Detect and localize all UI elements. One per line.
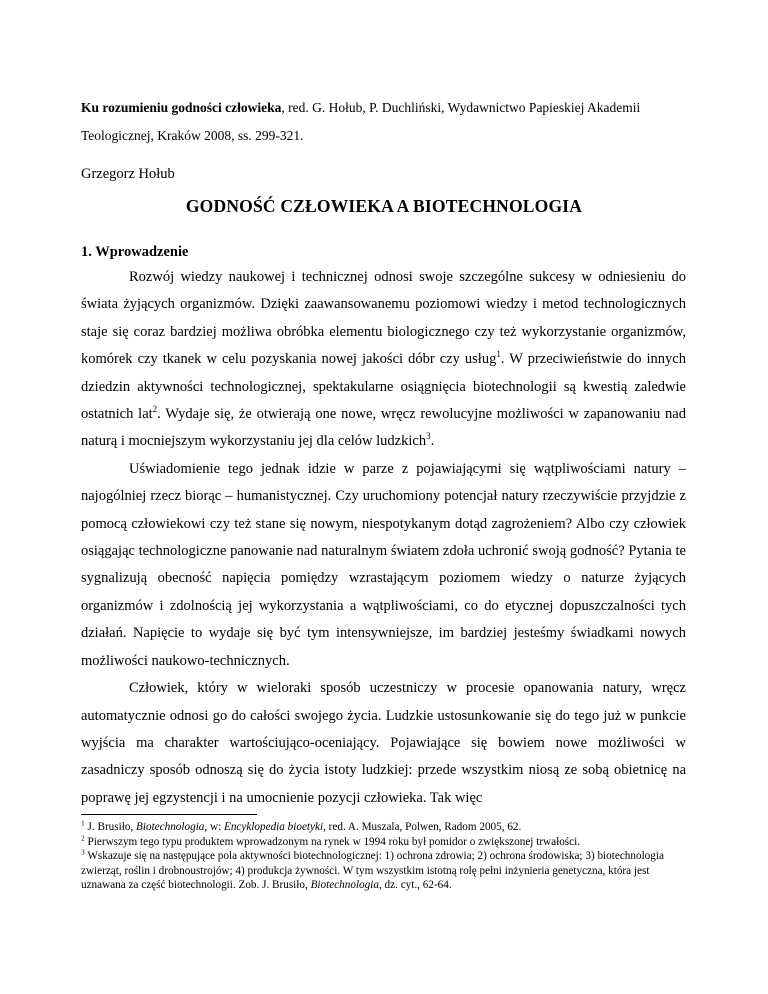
footnote-2 bbox=[81, 832, 686, 850]
paragraph-1-part-a: Rozwój wiedzy naukowej i technicznej odnosi swoje szczególne sukcesy w odniesieniu do świata żyjących organizmów. Dzięki zaawansowanemu poziomowi wiedzy i metod technologicznych staje się coraz bardziej możliwa obróbka elementu biologicznego czy też wykorzystanie organizmów, komórek czy tkanek w celu pozyskania nowej jakości dóbr czy usług bbox=[81, 269, 686, 368]
citation bbox=[81, 94, 691, 150]
footnote-3 bbox=[81, 849, 686, 893]
article-title: GODNOŚĆ CZŁOWIEKA A BIOTECHNOLOGIA bbox=[185, 196, 583, 216]
footnote-3-text: Wskazuje się na następujące pola aktywności biotechnologicznej: 1) ochrona zdrowia; 2) ochrona środowiska; 3) biotechnologia zwierząt, roślin i drobnoustrojów; 4) produkcja żywności. W tym wszystkim istotną rolę pełni inżynieria genetyczna, która jest uznawana za część biotechnologii. Zob. J. Brusiło, bbox=[81, 850, 664, 892]
author-name: Grzegorz Hołub bbox=[81, 166, 175, 182]
footnote-1 bbox=[81, 820, 686, 835]
footnote-ref-1[interactable]: 1 bbox=[496, 349, 501, 360]
paragraph-1-part-c: . Wydaje się, że otwierają one nowe, wręcz rewolucyjne możliwości w zapanowaniu nad naturą i mocniejszym wykorzystaniu jej dla celów ludzkich bbox=[81, 406, 686, 450]
footnote-3-number: 3 bbox=[81, 847, 85, 857]
section-heading: 1. Wprowadzenie bbox=[81, 244, 189, 260]
footnote-ref-3[interactable]: 3 bbox=[426, 431, 431, 442]
footnote-1-italic-2: Encyklopedia bioetyki bbox=[223, 821, 324, 833]
footnote-1-number: 1 bbox=[81, 818, 85, 828]
footnote-3-text-post: , dz. cyt., 62-64. bbox=[378, 879, 452, 892]
paragraph-1-part-d: . bbox=[430, 433, 435, 450]
paragraph-1-part-b: . W przeciwieństwie do innych dziedzin aktywności technologicznej, spektakularne osiągnięcia biotechnologii są kwestią zaledwie ostatnich lat bbox=[81, 351, 686, 423]
book-title: Ku rozumieniu godności człowieka bbox=[81, 100, 282, 115]
citation-details: , red. G. Hołub, P. Duchliński, Wydawnictwo Papieskiej Akademii Teologicznej, Kraków 2008, ss. 299-321. bbox=[81, 100, 641, 143]
footnote-1-italic-1: Biotechnologia bbox=[136, 821, 205, 833]
body-text bbox=[81, 264, 686, 812]
footnotes bbox=[81, 820, 686, 893]
paragraph-1 bbox=[81, 264, 686, 456]
footnote-2-text: Pierwszym tego typu produktem wprowadzonym na rynek w 1994 roku był pomidor o zwiększonej trwałości. bbox=[84, 835, 581, 848]
paragraph-3: Człowiek, który w wieloraki sposób uczestniczy w procesie opanowania natury, wręcz automatycznie odnosi go do całości swojego życia. Ludzkie ustosunkowanie się do tego już w punkcie wyjścia ma charakter wartościująco-oceniający. Pojawiające się bowiem nowe możliwości w zasadniczy sposób odnoszą się do życia istoty ludzkiej: przede wszystkim niosą ze sobą obietnicę na poprawę jej egzystencji i na umocnienie pozycji człowieka. Tak więc bbox=[81, 680, 686, 806]
footnote-2-number: 2 bbox=[81, 832, 85, 842]
footnote-3-italic: Biotechnologia bbox=[310, 879, 379, 892]
footnote-1-text: J. Brusiło, bbox=[84, 821, 137, 833]
footnote-1-text-mid: , w: bbox=[204, 821, 224, 833]
footnote-ref-2[interactable]: 2 bbox=[152, 404, 158, 415]
footnote-separator bbox=[81, 814, 257, 815]
paragraph-2: Uświadomienie tego jednak idzie w parze z pojawiającymi się wątpliwościami natury – najogólniej rzecz biorąc – humanistycznej. Czy uruchomiony potencjał natury rzeczywiście przyjdzie z pomocą człowiekowi czy też stane się nowym, niespotykanym dotąd zagrożeniem? Albo czy człowiek osiągając technologiczne panowanie nad naturalnym światem zdoła uchronić swoją godność? Pytania te sygnalizują obecność napięcia pomiędzy wzrastającym poziomem wiedzy o naturze żyjących organizmów i zdolnością jej wykorzystania a wątpliwościami, co do etycznej dopuszczalności tych działań. Napięcie to wydaje się być tym intensywniejsze, im bardziej jesteśmy świadkami nowych możliwości naukowo-technicznych. bbox=[81, 460, 686, 669]
footnote-1-text-post: , red. A. Muszala, Polwen, Radom 2005, 62. bbox=[323, 821, 522, 833]
